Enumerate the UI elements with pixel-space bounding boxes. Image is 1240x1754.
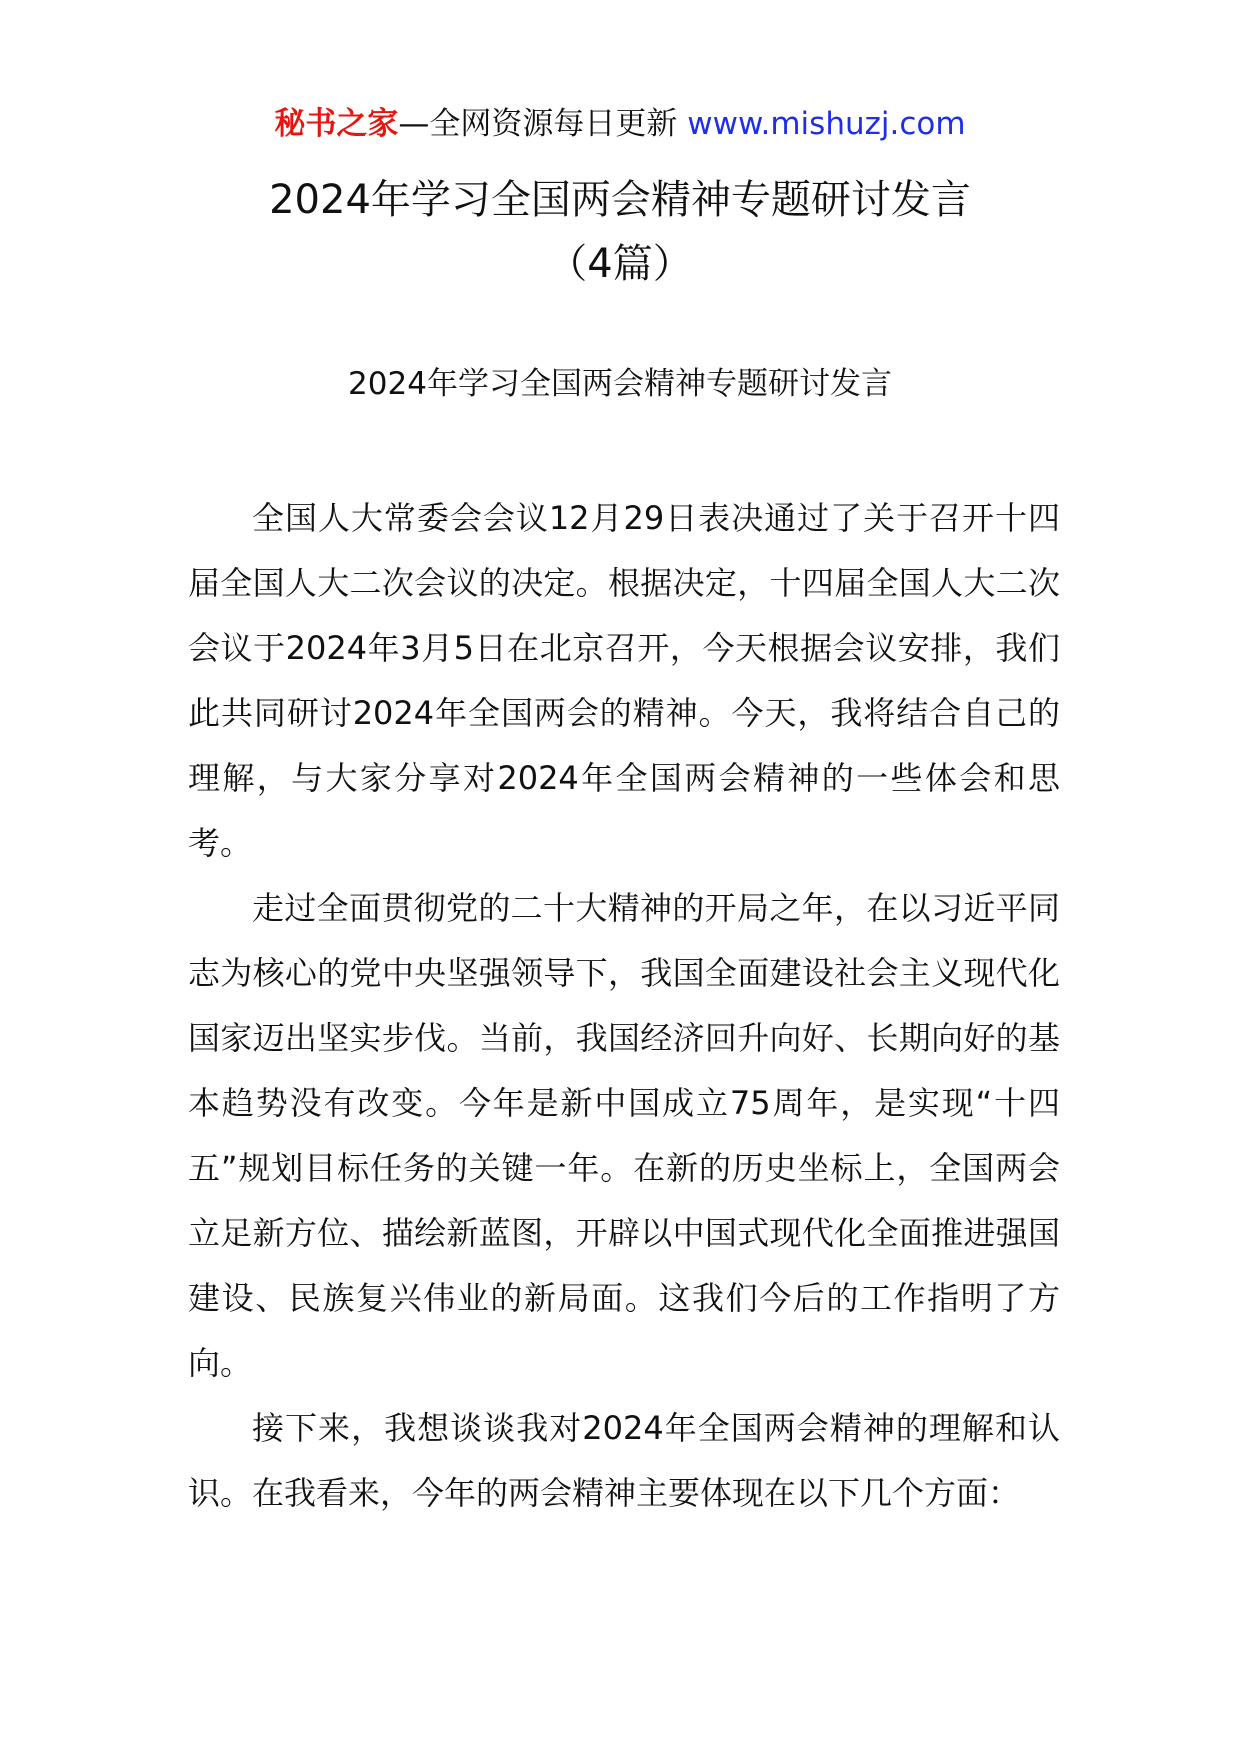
document-title-line-1: 2024年学习全国两会精神专题研讨发言: [269, 177, 971, 223]
paragraph: 走过全面贯彻党的二十大精神的开局之年，在以习近平同志为核心的党中央坚强领导下，我国全面建设社会主义现代化国家迈出坚实步伐。当前，我国经济回升向好、长期向好的基本趋势没有改变。今年是新中国成立75周年，是实现“十四五”规划目标任务的关键一年。在新的历史坐标上，全国两会立足新方位、描绘新蓝图，开辟以中国式现代化全面推进强国建设、民族复兴伟业的新局面。这我们今后的工作指明了方向。: [188, 889, 1060, 1382]
section-title: 2024年学习全国两会精神专题研讨发言: [348, 366, 892, 402]
brand-name: 秘书之家: [274, 106, 399, 142]
site-url-link[interactable]: www.mishuzj.com: [687, 106, 966, 142]
paragraph: 接下来，我想谈谈我对2024年全国两会精神的理解和认识。在我看来，今年的两会精神主要体现在以下几个方面：: [188, 1409, 1060, 1512]
paragraph: 全国人大常委会会议12月29日表决通过了关于召开十四届全国人大二次会议的决定。根据决定，十四届全国人大二次会议于2024年3月5日在北京召开，今天根据会议安排，我们此共同研讨2024年全国两会的精神。今天，我将结合自己的理解，与大家分享对2024年全国两会精神的一些体会和思考。: [188, 499, 1060, 862]
site-header: [0, 102, 1240, 146]
document-title-line-2: （4篇）: [547, 241, 693, 287]
document-title: [0, 168, 1240, 296]
site-tagline: —全网资源每日更新: [398, 106, 678, 142]
document-body: [188, 486, 1060, 1526]
